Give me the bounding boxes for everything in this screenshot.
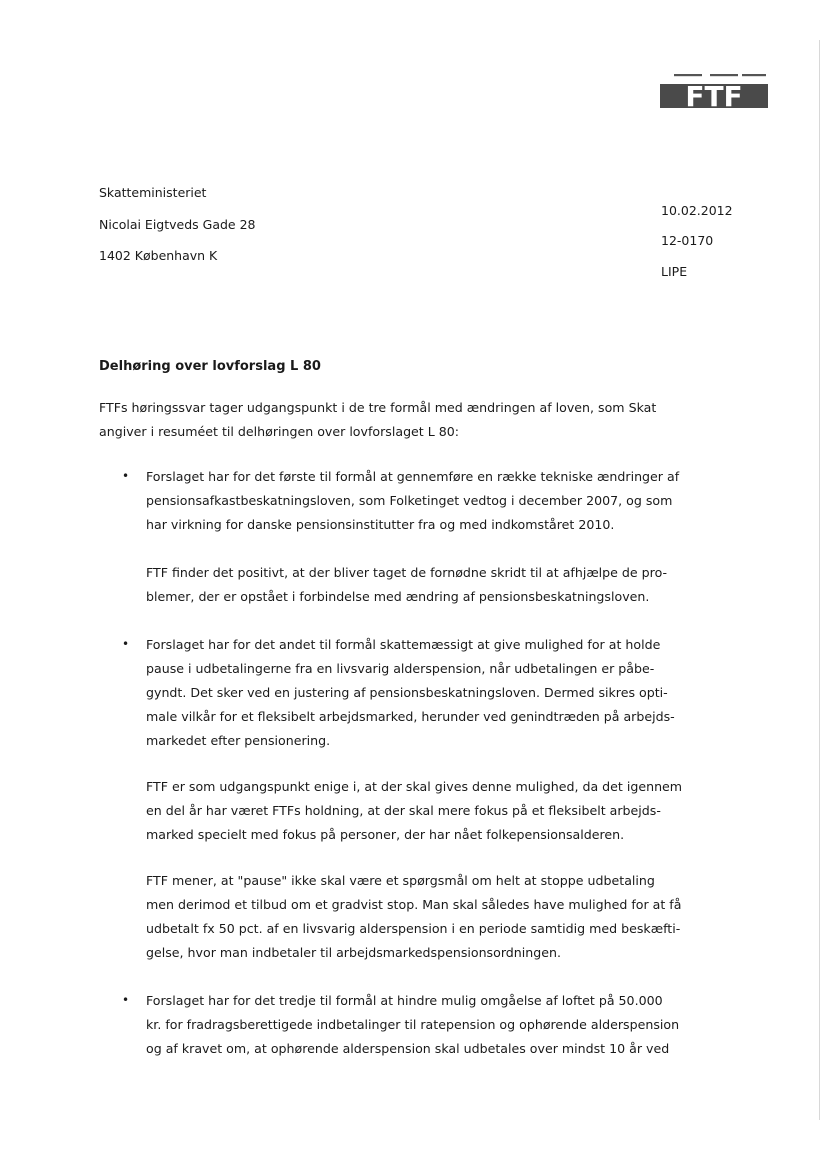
point2-comment2-line: udbetalt fx 50 pct. af en livsvarig alderspension i en periode samtidig med beskæfti-: [146, 921, 681, 936]
point2-comment2-line: FTF mener, at "pause" ikke skal være et spørgsmål om helt at stoppe udbetaling: [146, 873, 655, 888]
recipient-name: Skatteministeriet: [99, 185, 207, 200]
point1-comment-line: FTF finder det positivt, at der bliver taget de fornødne skridt til at afhjælpe de pro-: [146, 565, 668, 580]
scan-edge-line: [819, 40, 820, 1120]
point3-line: og af kravet om, at ophørende alderspension skal udbetales over mindst 10 år ved: [146, 1041, 670, 1056]
point2-line: male vilkår for et fleksibelt arbejdsmarked, herunder ved genindtræden på arbejds-: [146, 709, 675, 724]
point1-line: Forslaget har for det første til formål at gennemføre en række tekniske ændringer af: [146, 469, 680, 484]
point2-line: markedet efter pensionering.: [146, 733, 331, 748]
bullet-icon: •: [122, 993, 130, 1007]
point1-comment-line: blemer, der er opstået i forbindelse med ændring af pensionsbeskatningsloven.: [146, 589, 650, 604]
point2-line: gyndt. Det sker ved en justering af pensionsbeskatningsloven. Dermed sikres opti-: [146, 685, 668, 700]
intro-line: angiver i resuméet til delhøringen over lovforslaget L 80:: [99, 424, 460, 439]
point3-line: Forslaget har for det tredje til formål at hindre mulig omgåelse af loftet på 50.000: [146, 993, 663, 1008]
intro-line: FTFs høringssvar tager udgangspunkt i de tre formål med ændringen af loven, som Skat: [99, 400, 657, 415]
point2-line: Forslaget har for det andet til formål skattemæssigt at give mulighed for at holde: [146, 637, 661, 652]
bullet-icon: •: [122, 469, 130, 483]
letter-title: Delhøring over lovforslag L 80: [99, 359, 321, 374]
point2-comment2-line: men derimod et tilbud om et gradvist stop. Man skal således have mulighed for at få: [146, 897, 682, 912]
point2-comment1-line: FTF er som udgangspunkt enige i, at der skal gives denne mulighed, da det igennem: [146, 779, 683, 794]
point2-comment2-line: gelse, hvor man indbetaler til arbejdsmarkedspensionsordningen.: [146, 945, 561, 960]
bullet-icon: •: [122, 637, 130, 651]
svg-text:FTF: FTF: [685, 80, 743, 110]
recipient-street: Nicolai Eigtveds Gade 28: [99, 217, 256, 232]
letter-date: 10.02.2012: [661, 203, 733, 218]
point2-line: pause i udbetalingerne fra en livsvarig alderspension, når udbetalingen er påbe-: [146, 661, 655, 676]
point3-line: kr. for fradragsberettigede indbetalinger til ratepension og ophørende alderspension: [146, 1017, 680, 1032]
point2-comment1-line: en del år har været FTFs holdning, at der skal mere fokus på et fleksibelt arbejds-: [146, 803, 661, 818]
recipient-city: 1402 København K: [99, 248, 218, 263]
letter-initials: LIPE: [661, 264, 688, 279]
point1-line: har virkning for danske pensionsinstitutter fra og med indkomståret 2010.: [146, 517, 615, 532]
letter-reference: 12-0170: [661, 233, 714, 248]
ftf-logo: [660, 74, 768, 110]
point1-line: pensionsafkastbeskatningsloven, som Folketinget vedtog i december 2007, og som: [146, 493, 673, 508]
point2-comment1-line: marked specielt med fokus på personer, der har nået folkepensionsalderen.: [146, 827, 625, 842]
